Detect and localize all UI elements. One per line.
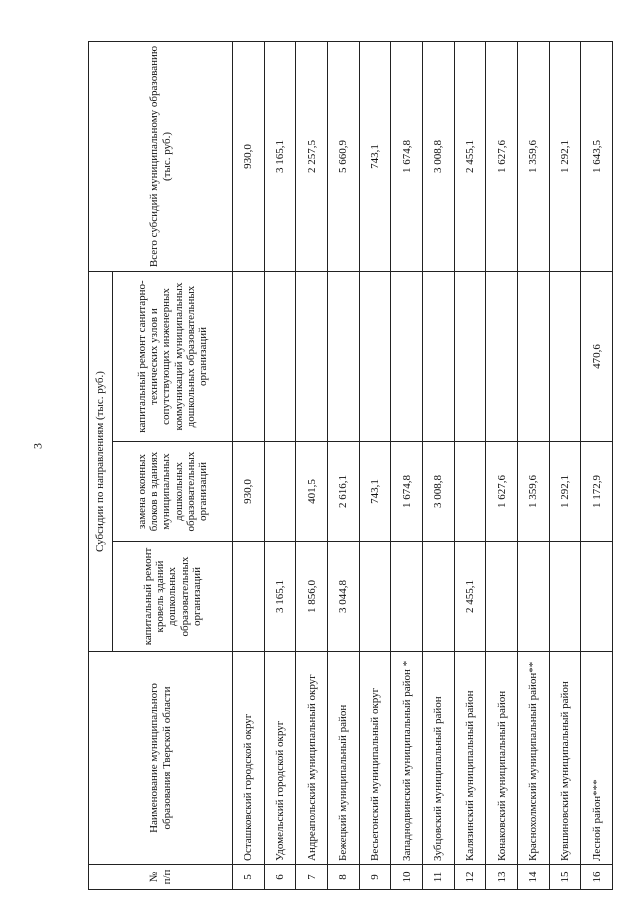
row-total-value: 3 008,8 xyxy=(422,42,454,272)
row-name: Конаковский муниципальный район xyxy=(486,652,518,865)
row-window-value xyxy=(264,442,296,542)
row-num: 7 xyxy=(296,865,328,890)
subsidy-table xyxy=(88,41,613,890)
row-window-value: 2 616,1 xyxy=(327,442,359,542)
row-sanitary-value xyxy=(359,272,391,442)
table-row xyxy=(549,42,581,890)
row-num: 9 xyxy=(359,865,391,890)
row-roof-value: 3 044,8 xyxy=(327,542,359,652)
row-total-value: 1 674,8 xyxy=(391,42,423,272)
row-name: Калязинский муниципальный район xyxy=(454,652,486,865)
table-row xyxy=(264,42,296,890)
table-row xyxy=(296,42,328,890)
header-total: Всего субсидий муниципальному образованию (тыс. руб.) xyxy=(89,42,233,272)
row-num: 11 xyxy=(422,865,454,890)
row-sanitary-value xyxy=(549,272,581,442)
row-roof-value: 3 165,1 xyxy=(264,542,296,652)
row-num: 16 xyxy=(581,865,613,890)
row-roof-value xyxy=(486,542,518,652)
row-name: Кувшиновский муниципальный район xyxy=(549,652,581,865)
header-group: Субсидии по направлениям (тыс. руб.) xyxy=(89,272,113,652)
row-window-value: 3 008,8 xyxy=(422,442,454,542)
row-num: 8 xyxy=(327,865,359,890)
row-total-value: 5 660,9 xyxy=(327,42,359,272)
table-row xyxy=(359,42,391,890)
row-window-value: 930,0 xyxy=(233,442,265,542)
row-roof-value xyxy=(391,542,423,652)
table-row xyxy=(391,42,423,890)
row-num: 10 xyxy=(391,865,423,890)
row-roof-value xyxy=(517,542,549,652)
page-number: 3 xyxy=(30,443,45,449)
row-num: 14 xyxy=(517,865,549,890)
row-roof-value xyxy=(359,542,391,652)
row-num: 5 xyxy=(233,865,265,890)
row-name: Зубцовский муниципальный район xyxy=(422,652,454,865)
row-roof-value xyxy=(549,542,581,652)
row-sanitary-value xyxy=(517,272,549,442)
row-sanitary-value xyxy=(264,272,296,442)
row-sanitary-value xyxy=(422,272,454,442)
row-total-value: 1 292,1 xyxy=(549,42,581,272)
header-num: № п/п xyxy=(89,865,233,890)
row-sanitary-value xyxy=(327,272,359,442)
row-sanitary-value: 470,6 xyxy=(581,272,613,442)
rotated-table-wrapper xyxy=(88,42,613,890)
header-sanitary-repair: капитальный ремонт санитарно-технических узлов и сопутствующих инженерных коммуникаций муниципальных дошкольных образовательных организаций xyxy=(113,272,233,442)
row-name: Бежецкий муниципальный район xyxy=(327,652,359,865)
row-sanitary-value xyxy=(233,272,265,442)
row-window-value: 743,1 xyxy=(359,442,391,542)
row-roof-value: 2 455,1 xyxy=(454,542,486,652)
row-roof-value: 1 856,0 xyxy=(296,542,328,652)
row-num: 12 xyxy=(454,865,486,890)
row-total-value: 930,0 xyxy=(233,42,265,272)
row-total-value: 2 257,5 xyxy=(296,42,328,272)
row-num: 15 xyxy=(549,865,581,890)
row-window-value: 1 172,9 xyxy=(581,442,613,542)
row-name: Лесной район*** xyxy=(581,652,613,865)
table-row xyxy=(233,42,265,890)
row-total-value: 3 165,1 xyxy=(264,42,296,272)
row-num: 6 xyxy=(264,865,296,890)
table-row xyxy=(486,42,518,890)
row-window-value: 1 674,8 xyxy=(391,442,423,542)
table-row xyxy=(422,42,454,890)
row-name: Западнодвинский муниципальный район * xyxy=(391,652,423,865)
row-window-value: 1 359,6 xyxy=(517,442,549,542)
row-window-value xyxy=(454,442,486,542)
row-num: 13 xyxy=(486,865,518,890)
row-sanitary-value xyxy=(454,272,486,442)
header-name: Наименование муниципального образования Тверской области xyxy=(89,652,233,865)
row-total-value: 1 627,6 xyxy=(486,42,518,272)
table-row xyxy=(517,42,549,890)
row-sanitary-value xyxy=(391,272,423,442)
row-name: Краснохолмский муниципальный район** xyxy=(517,652,549,865)
row-name: Андреапольский муниципальный округ xyxy=(296,652,328,865)
row-roof-value xyxy=(422,542,454,652)
table-row xyxy=(327,42,359,890)
table-row xyxy=(454,42,486,890)
row-window-value: 401,5 xyxy=(296,442,328,542)
row-roof-value xyxy=(581,542,613,652)
row-name: Удомельский городской округ xyxy=(264,652,296,865)
row-sanitary-value xyxy=(296,272,328,442)
row-window-value: 1 292,1 xyxy=(549,442,581,542)
header-window-replacement: замена оконных блоков в зданиях муниципальных дошкольных образовательных организаций xyxy=(113,442,233,542)
header-roof-repair: капитальный ремонт кровель зданий дошкольных образовательных организаций xyxy=(113,542,233,652)
row-window-value: 1 627,6 xyxy=(486,442,518,542)
row-name: Осташковский городской округ xyxy=(233,652,265,865)
table-row xyxy=(581,42,613,890)
row-total-value: 1 643,5 xyxy=(581,42,613,272)
row-roof-value xyxy=(233,542,265,652)
row-total-value: 743,1 xyxy=(359,42,391,272)
row-total-value: 1 359,6 xyxy=(517,42,549,272)
row-name: Весьегонский муниципальный округ xyxy=(359,652,391,865)
row-sanitary-value xyxy=(486,272,518,442)
row-total-value: 2 455,1 xyxy=(454,42,486,272)
